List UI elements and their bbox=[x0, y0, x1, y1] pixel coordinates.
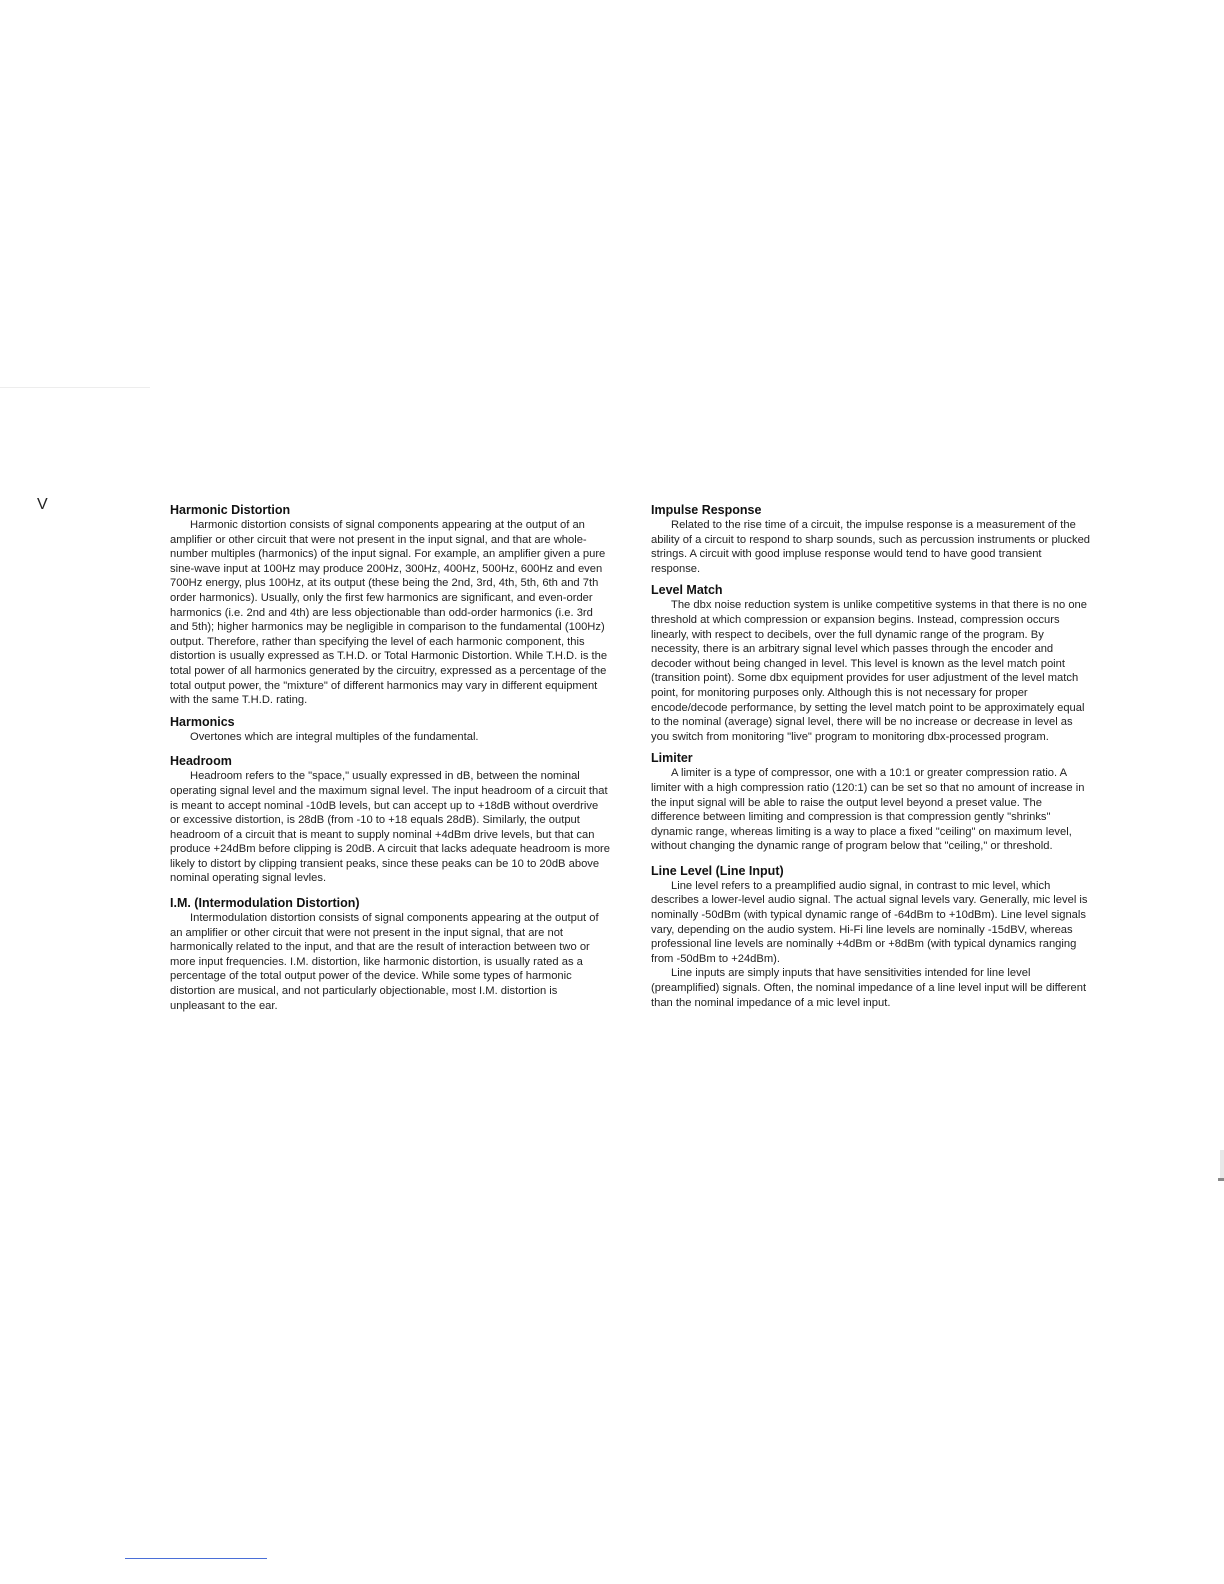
left-column bbox=[170, 503, 610, 1020]
bottom-blue-rule bbox=[125, 1558, 267, 1559]
section-heading: Line Level (Line Input) bbox=[651, 863, 784, 878]
section-limiter bbox=[651, 751, 1091, 854]
page-marker: V bbox=[37, 496, 48, 513]
section-paragraph: Intermodulation distortion consists of signal components appearing at the output of an amplifier or other circuit that were not present in the input signal, that are not harmonically related to the input, and that are the result of interaction between two or more input frequencies. I.M. distortion, like harmonic distortion, is usually rated as a percentage of the total output power of the device. While some types of harmonic distortion are musical, and not particularly objectionable, most I.M. distortion is unpleasant to the ear. bbox=[170, 912, 599, 1012]
section-heading: Harmonics bbox=[170, 714, 235, 729]
section-heading: Level Match bbox=[651, 583, 723, 598]
section-paragraph: Related to the rise time of a circuit, the impulse response is a measurement of the ability of a circuit to respond to sharp sounds, such as percussion instruments or plucked strings. A circuit with good impluse response would tend to have good transient response. bbox=[651, 519, 1091, 575]
section-heading: Harmonic Distortion bbox=[170, 503, 291, 517]
section-paragraph: Line inputs are simply inputs that have sensitivities intended for line level (preamplified) signals. Often, the nominal impedance of a line level input will be different than the nominal impedance of a mic level input. bbox=[651, 967, 1087, 1009]
section-harmonics bbox=[170, 715, 610, 745]
section-paragraph: Headroom refers to the "space," usually expressed in dB, between the nominal operating signal level and the maximum signal level. The input headroom of a circuit that is meant to accept nominal -10dB levels, but can accept up to +18dB without overdrive or excessive distortion, is 28dB (from -10 to +18 equals 28dB). Similarly, the output headroom of a circuit that is meant to supply nominal +4dBm drive levels, but that can produce +24dBm before clipping is 20dB. A circuit that lacks adequate headroom is more likely to distort by clipping transient peaks, since these peaks can be 10 to 20dB above nominal operating signal levles. bbox=[170, 770, 610, 885]
section-heading: Limiter bbox=[651, 751, 693, 766]
section-paragraph: Overtones which are integral multiples of the fundamental. bbox=[190, 730, 479, 743]
section-paragraph: A limiter is a type of compressor, one with a 10:1 or greater compression ratio. A limiter with a high compression ratio (120:1) can be set so that no amount of increase in the input signal will be able to raise the output level beyond a preset value. The difference between limiting and compression is that compression gently "shrinks" dynamic range, whereas limiting is a way to place a fixed "ceiling" on maximum level, without changing the dynamic range of program below that "ceiling," or threshold. bbox=[651, 767, 1085, 853]
section-level-match bbox=[651, 583, 1091, 744]
right-column bbox=[651, 503, 1091, 1017]
section-paragraph: Harmonic distortion consists of signal components appearing at the output of an amplifier or other circuit that were not present in the input signal, and that are whole-number multiples (harmonics) of the input signal. For example, an amplifier given a pure sine-wave input at 100Hz may produce 200Hz, 300Hz, 400Hz, 500Hz, 600Hz and even 700Hz energy, plus 100Hz, at its output (these being the 2nd, 3rd, 4th, 5th, 6th and 7th order harmonics). Usually, only the first few harmonics are significant, and even-order harmonics (i.e. 2nd and 4th) are less objectionable than odd-order harmonics (i.e. 3rd and 5th); higher harmonics may be negligible in comparison to the fundamental (100Hz) output. Therefore, rather than specifying the level of each harmonic component, this distortion is usually expressed as T.H.D. or Total Harmonic Distortion. While T.H.D. is the total power of all harmonics generated by the circuitry, expressed as a percentage of the total output power, the "mixture" of different harmonics may vary in different equipment with the same T.H.D. rating. bbox=[170, 519, 608, 707]
section-harmonic-distortion bbox=[170, 503, 610, 708]
section-paragraph: Line level refers to a preamplified audio signal, in contrast to mic level, which describes a lower-level audio signal. The actual signal levels vary. Generally, mic level is nominally -50dBm (with typical dynamic range of -64dBm to +10dBm). Line level signals vary, depending on the audio system. Hi-Fi line levels are nominally -15dBV, whereas professional line levels are nominally +4dBm or +8dBm (with typical dynamics ranging from -50dBm to +24dBm). bbox=[651, 879, 1088, 965]
section-impulse-response bbox=[651, 503, 1091, 576]
section-heading: Impulse Response bbox=[651, 503, 762, 517]
right-edge-tick bbox=[1218, 1178, 1224, 1181]
section-paragraph: The dbx noise reduction system is unlike competitive systems in that there is no one threshold at which compression or expansion begins. Instead, compression occurs linearly, with respect to decibels, over the full dynamic range of the program. By necessity, there is an arbitrary signal level which passes through the encoder and decoder without being changed in level. This level is known as the level match point (transition point). Some dbx equipment provides for user adjustment of the level match point, for monitoring purposes only. Although this is not necessary for proper encode/decode performance, by setting the level match point to be approximately equal to the nominal (average) signal level, there will be no increase or decrease in level as you switch from monitoring "live" program to monitoring dbx-processed program. bbox=[651, 599, 1088, 743]
section-headroom bbox=[170, 754, 610, 886]
top-left-rule bbox=[0, 387, 150, 388]
section-line-level bbox=[651, 864, 1091, 1010]
section-intermodulation-distortion bbox=[170, 896, 610, 1013]
section-heading: I.M. (Intermodulation Distortion) bbox=[170, 896, 360, 911]
right-edge-mark bbox=[1220, 1150, 1224, 1180]
section-heading: Headroom bbox=[170, 754, 232, 769]
